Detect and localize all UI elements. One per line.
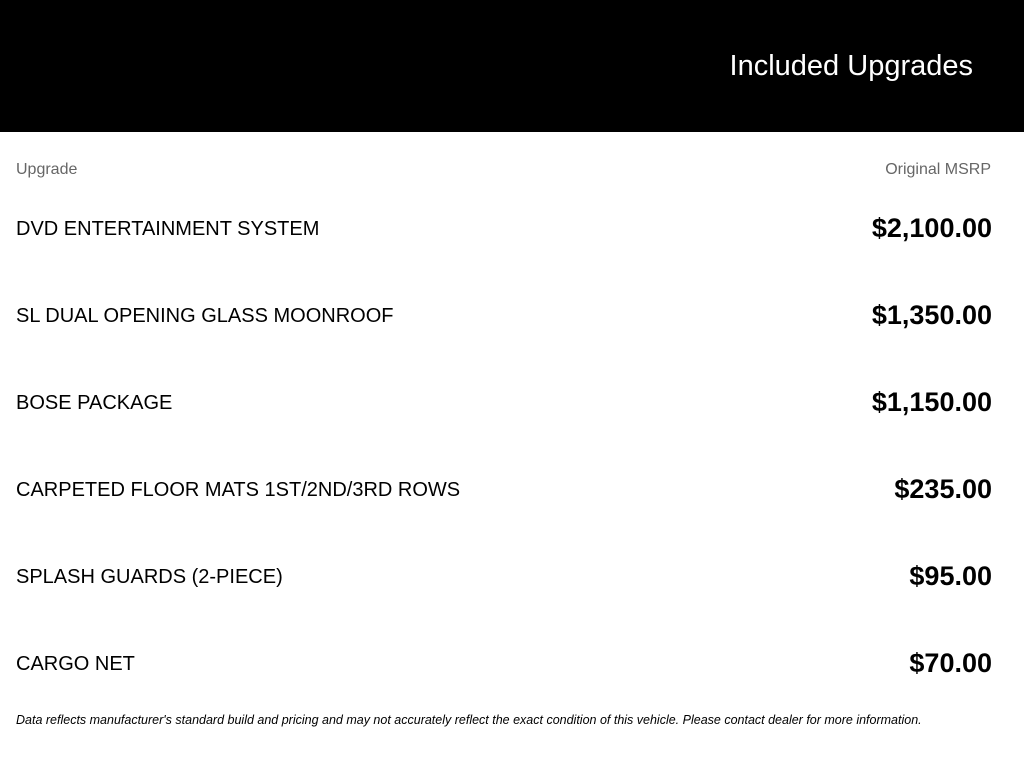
list-item: [16, 470, 992, 557]
list-item: [16, 209, 992, 296]
upgrade-price: $70.00: [909, 648, 992, 678]
upgrade-price: $235.00: [894, 474, 992, 504]
column-headers: [16, 160, 991, 180]
disclaimer-text: Data reflects manufacturer's standard build and pricing and may not accurately reflect the exact condition of this vehicle. Please contact dealer for more information.: [16, 713, 922, 727]
upgrade-price: $95.00: [909, 561, 992, 591]
upgrades-list: [16, 209, 992, 731]
list-item: [16, 383, 992, 470]
page-title: Included Upgrades: [729, 50, 973, 82]
upgrade-column-header: Upgrade: [16, 161, 78, 178]
msrp-column-header: Original MSRP: [885, 161, 991, 178]
list-item: [16, 557, 992, 644]
upgrade-price: $2,100.00: [871, 213, 992, 243]
list-item: [16, 296, 992, 383]
upgrade-name: CARPETED FLOOR MATS 1ST/2ND/3RD ROWS: [16, 479, 461, 501]
header-bar: [0, 0, 1024, 132]
upgrade-name: SL DUAL OPENING GLASS MOONROOF: [16, 305, 394, 327]
upgrade-price: $1,350.00: [871, 300, 992, 330]
upgrade-name: CARGO NET: [16, 653, 135, 675]
upgrade-name: BOSE PACKAGE: [16, 392, 173, 414]
upgrade-price: $1,150.00: [871, 387, 992, 417]
upgrade-name: DVD ENTERTAINMENT SYSTEM: [16, 218, 320, 240]
upgrade-name: SPLASH GUARDS (2-PIECE): [16, 566, 283, 588]
